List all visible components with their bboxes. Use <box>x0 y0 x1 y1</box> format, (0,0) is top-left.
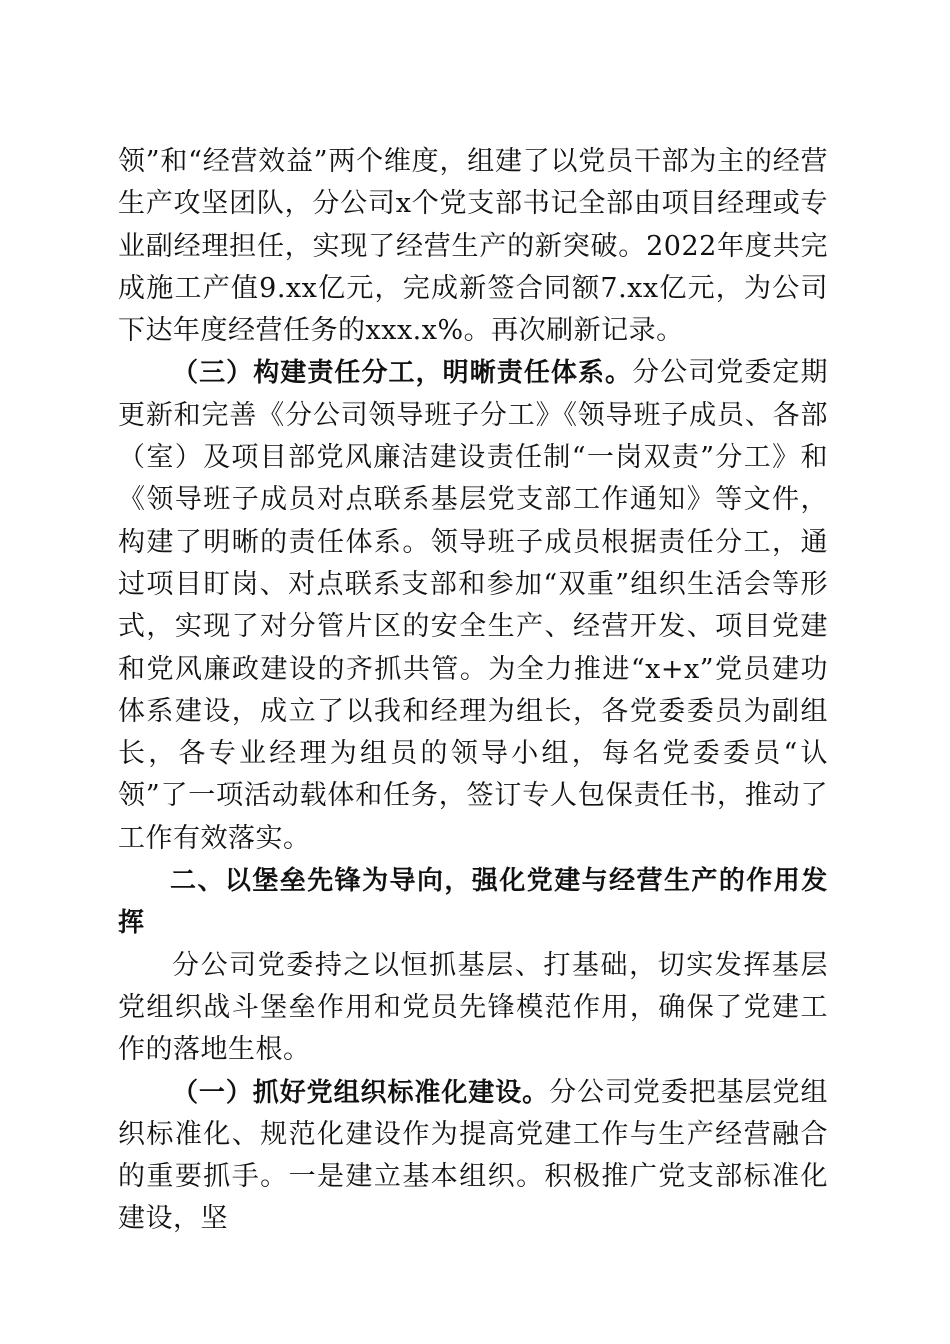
document-body <box>118 141 828 1241</box>
subsection-one-paragraph <box>118 1072 828 1241</box>
paragraph-continuation: 领”和“经营效益”两个维度，组建了以党员干部为主的经营生产攻坚团队，分公司x个党支部书记全部由项目经理或专业副经理担任，实现了经营生产的新突破。2022年度共完成施工产值9.xx亿元，完成新签合同额7.xx亿元，为公司下达年度经营任务的xxx.x%。再次刷新记录。 <box>118 146 828 347</box>
subsection-one-heading: （一）抓好党组织标准化建设。 <box>172 1077 550 1108</box>
section-two-intro: 分公司党委持之以恒抓基层、打基础，切实发挥基层党组织战斗堡垒作用和党员先锋模范作用，确保了党建工作的落地生根。 <box>118 949 828 1066</box>
subsection-three-text: 分公司党委定期更新和完善《分公司领导班子分工》《领导班子成员、各部（室）及项目部党风廉洁建设责任制“一岗双责”分工》和《领导班子成员对点联系基层党支部工作通知》等文件，构建了明晰的责任体系。领导班子成员根据责任分工，通过项目盯岗、对点联系支部和参加“双重”组织生活会等形式，实现了对分管片区的安全生产、经营开发、项目党建和党风廉政建设的齐抓共管。为全力推进“x+x”党员建功体系建设，成立了以我和经理为组长，各党委委员为副组长，各专业经理为组员的领导小组，每名党委委员“认领”了一项活动载体和任务，签订专人包保责任书，推动了工作有效落实。 <box>118 357 828 854</box>
subsection-one-text: 分公司党委把基层党组织标准化、规范化建设作为提高党建工作与生产经营融合的重要抓手。一是建立基本组织。积极推广党支部标准化建设，坚 <box>118 1076 828 1235</box>
subsection-three-heading: （三）构建责任分工，明晰责任体系。 <box>172 358 633 389</box>
section-two-heading: 二、以堡垒先锋为导向，强化党建与经营生产的作用发挥 <box>118 866 828 939</box>
subsection-three-paragraph <box>118 352 828 860</box>
